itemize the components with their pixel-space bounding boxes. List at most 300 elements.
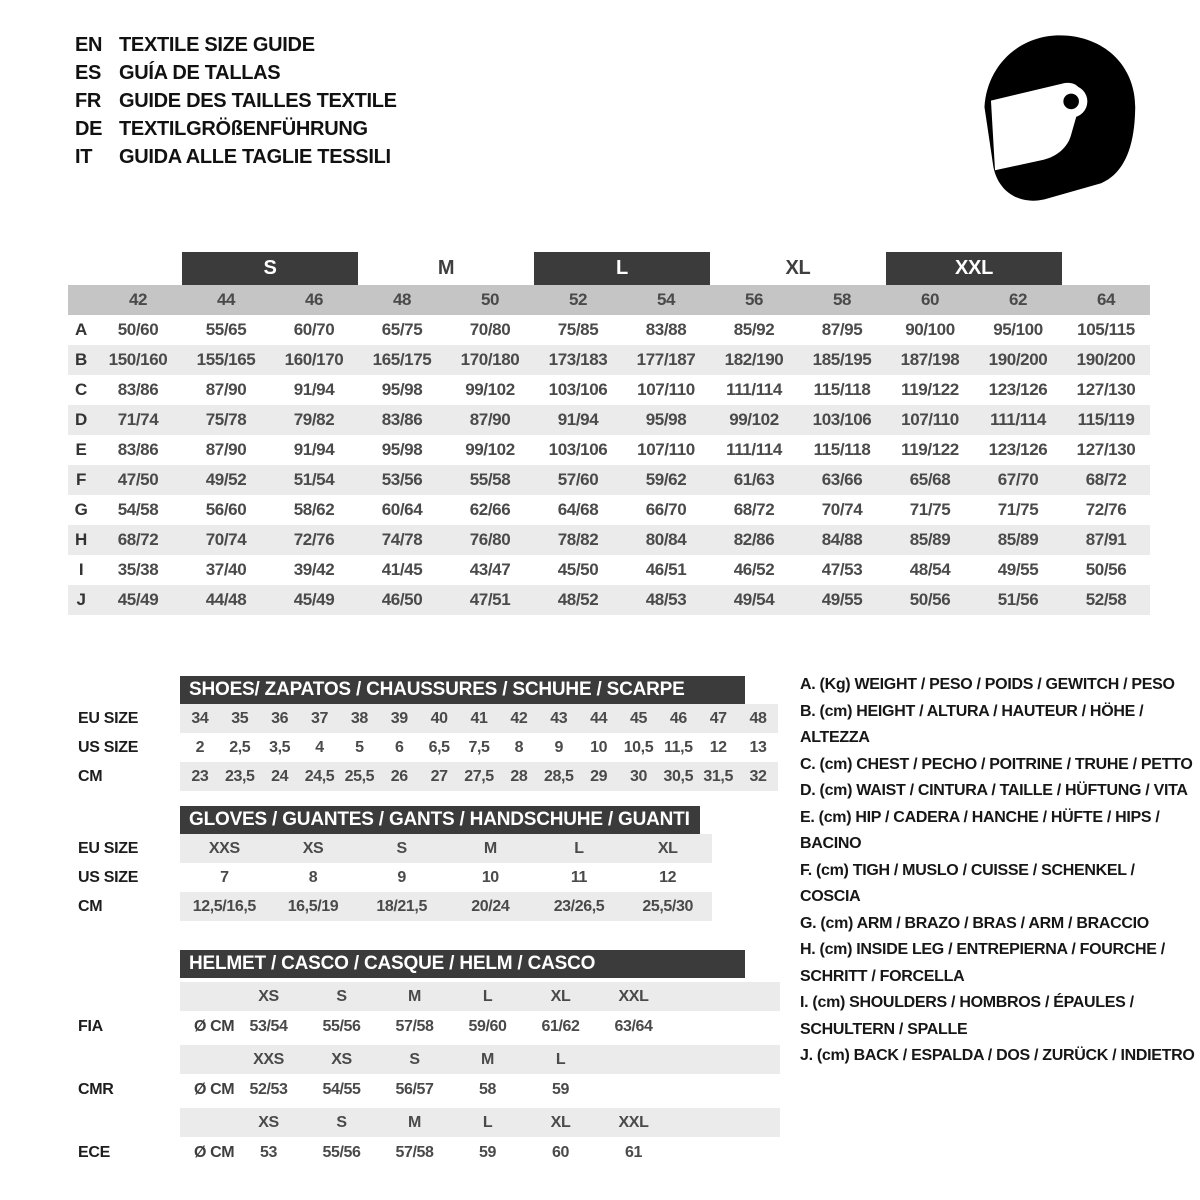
lang-code: EN [75,33,103,56]
helmet-value: 59/60 [468,1017,507,1035]
size-group-row [68,252,1150,285]
cell-H: 80/84 [645,530,687,549]
cell-F: 59/62 [645,470,687,489]
helmet-size: XL [550,1113,571,1131]
cell-I: 41/45 [381,560,423,579]
page-title: TEXTILE SIZE GUIDE [119,33,315,56]
cell-I: 45/50 [557,560,599,579]
shoes-value: 10,5 [623,738,654,756]
racing-helmet-icon [978,30,1140,205]
cell-B: 185/195 [812,350,872,369]
gloves-row-label: EU SIZE [78,839,139,857]
size-group-XL: XL [785,257,811,279]
shoes-value: 28 [510,767,528,785]
gloves-value: 9 [397,868,406,886]
helmet-value: 55/56 [322,1143,361,1161]
gloves-title-bar [180,806,700,834]
shoes-value: 6,5 [428,738,450,756]
cell-E: 103/106 [548,440,608,459]
row-label-C: C [75,380,87,399]
helmet-size: M [408,987,421,1005]
cell-J: 48/52 [557,590,599,609]
cell-B: 155/165 [196,350,256,369]
col-header-64: 64 [1096,290,1116,309]
cell-F: 67/70 [997,470,1039,489]
cell-F: 65/68 [909,470,951,489]
helmet-sizes-row-ECE [68,1108,1150,1137]
size-group-L: L [534,252,710,285]
shoes-value: 23,5 [225,767,255,785]
size-group-M: M [437,257,455,279]
cell-E: 115/118 [813,440,871,459]
helmet-size: L [482,1113,493,1131]
shoes-title: SHOES/ ZAPATOS / CHAUSSURES / SCHUHE / SCARPE [189,679,685,700]
helmet-size: XS [258,987,279,1005]
helmet-value: 57/58 [395,1017,434,1035]
cell-I: 49/55 [997,560,1039,579]
gloves-value: 8 [308,868,318,886]
cell-D: 95/98 [645,410,687,429]
gloves-value: 16,5/19 [287,897,339,915]
cell-B: 187/198 [900,350,960,369]
shoes-value: 29 [590,767,608,785]
helmet-value: 59 [552,1080,569,1098]
shoes-value: 6 [395,738,404,756]
gloves-value: 10 [481,868,499,886]
shoes-value: 35 [231,709,249,727]
helmet-size: M [481,1050,494,1068]
cell-A: 75/85 [557,320,599,339]
helmet-values-CMR [180,1074,780,1105]
table-row-H [68,525,1150,555]
cell-I: 47/53 [821,560,863,579]
shoes-value: 13 [749,738,767,756]
shoes-value: 8 [514,738,524,756]
cell-C: 123/126 [988,380,1048,399]
cell-D: 103/106 [812,410,872,429]
cell-F: 55/58 [469,470,511,489]
standard-label-FIA: FIA [78,1017,103,1035]
cell-C: 95/98 [381,380,423,399]
cell-H: 70/74 [205,530,247,549]
helmet-values-row-CMR [68,1074,1150,1105]
language-title-list [75,31,397,171]
cell-J: 45/49 [293,590,335,609]
helmet-values-ECE [180,1137,780,1168]
shoes-value: 4 [315,738,324,756]
table-row-G [68,495,1150,525]
legend-item-E: E. (cm) HIP / CADERA / HANCHE / HÜFTE / HIPS / BACINO [800,808,1160,852]
row-label-H: H [75,530,87,549]
shoes-row-label: US SIZE [78,738,139,756]
gloves-title: GLOVES / GUANTES / GANTS / HANDSCHUHE / GUANTI [189,809,690,830]
cell-H: 82/86 [733,530,775,549]
cell-D: 83/86 [381,410,423,429]
col-header-46: 46 [304,290,324,309]
gloves-values [180,892,712,921]
legend-item-B: B. (cm) HEIGHT / ALTURA / HAUTEUR / HÖHE / ALTEZZA [800,702,1144,746]
measurement-rows [68,315,1150,615]
shoes-value: 43 [550,709,568,727]
helmet-size: L [555,1050,566,1068]
cell-H: 87/91 [1085,530,1127,549]
cell-D: 87/90 [469,410,511,429]
page-title: TEXTILGRÖßENFÜHRUNG [119,117,368,140]
helmet-title: HELMET / CASCO / CASQUE / HELM / CASCO [189,953,596,974]
title-line-fr [75,87,397,115]
table-row-A [68,315,1150,345]
cell-G: 54/58 [117,500,159,519]
cell-A: 60/70 [293,320,335,339]
unit-spacer [180,1045,232,1074]
row-label-A: A [75,320,87,339]
col-header-60: 60 [920,290,940,309]
shoes-value: 32 [749,767,767,785]
unit-spacer [180,1108,232,1137]
gloves-value: S [396,839,407,857]
shoes-value: 10 [590,738,608,756]
col-header-42: 42 [128,290,148,309]
cell-G: 56/60 [205,500,247,519]
helmet-size: XXL [618,1113,649,1131]
size-column-header-row [68,285,1150,315]
cell-C: 111/114 [726,380,782,399]
cell-G: 62/66 [469,500,511,519]
shoes-value: 30 [629,767,647,785]
main-size-table [68,252,1150,615]
cell-I: 46/51 [645,560,687,579]
cell-D: 75/78 [205,410,247,429]
cell-E: 123/126 [988,440,1048,459]
shoes-value: 24,5 [304,767,335,785]
cell-A: 65/75 [381,320,423,339]
cell-C: 127/130 [1076,380,1136,399]
cell-A: 105/115 [1077,320,1135,339]
cell-C: 83/86 [117,380,159,399]
cell-G: 64/68 [557,500,599,519]
shoes-value: 36 [271,709,289,727]
cell-A: 85/92 [733,320,775,339]
shoes-value: 48 [749,709,767,727]
legend-item-A: A. (Kg) WEIGHT / PESO / POIDS / GEWITCH / PESO [800,676,1175,693]
shoes-value: 12 [709,738,727,756]
shoes-values [180,762,778,791]
col-header-56: 56 [744,290,764,309]
title-line-en [75,31,397,59]
cell-C: 119/122 [901,380,959,399]
shoes-title-bar [180,676,745,704]
cell-E: 127/130 [1076,440,1136,459]
gloves-value: 23/26,5 [553,897,605,915]
col-header-44: 44 [216,290,236,309]
shoes-value: 27,5 [464,767,494,785]
helmet-value: 52/53 [249,1080,288,1098]
cell-D: 71/74 [117,410,159,429]
cell-A: 50/60 [117,320,159,339]
shoes-row-label: EU SIZE [78,709,139,727]
diameter-unit: Ø CM [194,1080,235,1098]
cell-G: 70/74 [821,500,863,519]
row-label-D: D [75,410,87,429]
gloves-value: 7 [220,868,229,886]
legend-item-G: G. (cm) ARM / BRAZO / BRAS / ARM / BRACCIO [800,914,1149,932]
shoes-value: 7,5 [468,738,490,756]
cell-J: 46/50 [381,590,423,609]
table-row-I [68,555,1150,585]
helmet-size: XS [258,1113,279,1131]
legend-item-D: D. (cm) WAIST / CINTURA / TAILLE / HÜFTUNG / VITA [800,782,1188,799]
cell-G: 72/76 [1085,500,1127,519]
row-label-J: J [76,590,86,609]
cell-A: 70/80 [469,320,511,339]
table-row-F [68,465,1150,495]
cell-J: 44/48 [205,590,247,609]
cell-J: 49/55 [821,590,863,609]
standard-label-CMR: CMR [78,1080,114,1098]
shoes-value: 30,5 [663,767,694,785]
shoes-value: 27 [430,767,448,785]
cell-F: 68/72 [1085,470,1127,489]
helmet-sizes-FIA [180,982,780,1011]
shoes-values [180,733,778,762]
cell-E: 87/90 [205,440,247,459]
corner-cell [68,285,94,315]
lang-code: IT [75,145,93,168]
cell-E: 107/110 [637,440,695,459]
cell-A: 83/88 [645,320,687,339]
gloves-values [180,863,712,892]
cell-B: 173/183 [548,350,608,369]
cell-G: 68/72 [733,500,775,519]
shoes-value: 42 [510,709,528,727]
gloves-value: M [483,839,497,857]
shoes-value: 9 [554,738,563,756]
gloves-value: 18/21,5 [376,897,427,915]
gloves-value: 12,5/16,5 [192,897,256,915]
gloves-value: L [574,839,584,857]
table-row-C [68,375,1150,405]
helmet-title-bar [180,950,745,978]
shoes-value: 46 [669,709,687,727]
title-line-es [75,59,397,87]
cell-F: 63/66 [821,470,863,489]
cell-C: 103/106 [548,380,608,399]
gloves-row-label: CM [78,897,103,915]
measurement-legend [800,672,1196,1070]
shoes-value: 47 [709,709,727,727]
shoes-value: 44 [590,709,608,727]
gloves-value: XL [657,839,678,857]
shoes-value: 34 [191,709,209,727]
col-header-62: 62 [1008,290,1028,309]
lang-code: FR [75,89,102,112]
size-group-XXL: XXL [886,252,1062,285]
cell-G: 71/75 [997,500,1039,519]
shoes-value: 24 [271,767,289,785]
col-header-54: 54 [656,290,676,309]
cell-B: 182/190 [724,350,784,369]
shoes-value: 41 [470,709,488,727]
page-title: GUÍA DE TALLAS [119,61,281,84]
helmet-value: 58 [479,1080,496,1098]
cell-C: 87/90 [205,380,247,399]
helmet-value: 57/58 [395,1143,434,1161]
helmet-values-row-ECE [68,1137,1150,1168]
cell-B: 190/200 [1076,350,1136,369]
title-line-it [75,143,397,171]
shoes-values [180,704,778,733]
cell-J: 50/56 [909,590,951,609]
helmet-value: 60 [552,1143,569,1161]
cell-D: 115/119 [1077,410,1135,429]
cell-H: 84/88 [821,530,863,549]
helmet-value: 54/55 [322,1080,361,1098]
shoes-value: 5 [355,738,364,756]
page-title: GUIDE DES TAILLES TEXTILE [119,89,397,112]
helmet-size: S [409,1050,420,1068]
legend-item-C: C. (cm) CHEST / PECHO / POITRINE / TRUHE / PETTO [800,755,1193,773]
shoes-value: 39 [390,709,408,727]
row-label-E: E [75,440,87,459]
cell-I: 39/42 [293,560,335,579]
cell-D: 99/102 [729,410,779,429]
table-row-E [68,435,1150,465]
cell-A: 95/100 [993,320,1043,339]
cell-B: 160/170 [284,350,344,369]
col-header-48: 48 [392,290,412,309]
helmet-value: 53 [260,1143,277,1161]
cell-J: 51/56 [997,590,1039,609]
cell-F: 51/54 [293,470,335,489]
shoes-value: 3,5 [269,738,291,756]
legend-item-H: H. (cm) INSIDE LEG / ENTREPIERNA / FOURCHE / SCHRITT / FORCELLA [800,941,1165,985]
cell-B: 150/160 [108,350,168,369]
cell-J: 45/49 [117,590,159,609]
cell-H: 72/76 [293,530,335,549]
cell-D: 79/82 [293,410,335,429]
cell-B: 190/200 [988,350,1048,369]
cell-B: 165/175 [372,350,432,369]
cell-G: 58/62 [293,500,335,519]
row-label-B: B [75,350,87,369]
shoes-value: 2,5 [229,738,251,756]
helmet-size: XXL [618,987,649,1005]
col-header-58: 58 [832,290,852,309]
gloves-value: 11 [570,868,588,886]
cell-J: 49/54 [733,590,775,609]
standard-label-ECE: ECE [78,1143,110,1161]
title-line-de [75,115,397,143]
size-group-S: S [182,252,358,285]
cell-H: 68/72 [117,530,159,549]
shoes-value: 45 [629,709,647,727]
cell-E: 91/94 [293,440,335,459]
shoes-value: 25,5 [344,767,375,785]
cell-I: 37/40 [205,560,247,579]
cell-G: 66/70 [645,500,687,519]
helmet-value: 55/56 [322,1017,361,1035]
cell-F: 53/56 [381,470,423,489]
helmet-size: XXS [253,1050,284,1068]
cell-A: 90/100 [905,320,955,339]
gloves-value: 20/24 [471,897,510,915]
cell-A: 87/95 [821,320,863,339]
helmet-value: 63/64 [614,1017,653,1035]
table-row-B [68,345,1150,375]
cell-F: 57/60 [557,470,599,489]
helmet-sizes-ECE [180,1108,780,1137]
cell-I: 35/38 [117,560,159,579]
helmet-value: 61/62 [541,1017,580,1035]
lang-code: DE [75,117,103,140]
col-header-52: 52 [568,290,588,309]
cell-G: 60/64 [381,500,423,519]
cell-A: 55/65 [205,320,247,339]
cell-D: 111/114 [990,410,1046,429]
cell-C: 99/102 [465,380,515,399]
cell-E: 99/102 [465,440,515,459]
cell-D: 91/94 [557,410,599,429]
shoes-value: 28,5 [543,767,574,785]
shoes-value: 31,5 [703,767,733,785]
helmet-values-FIA [180,1011,780,1042]
helmet-size: L [482,987,493,1005]
cell-I: 46/52 [733,560,775,579]
table-row-D [68,405,1150,435]
helmet-size: M [408,1113,421,1131]
helmet-size: S [336,1113,347,1131]
shoes-value: 38 [350,709,368,727]
cell-H: 85/89 [997,530,1039,549]
cell-F: 47/50 [117,470,159,489]
cell-E: 119/122 [901,440,959,459]
table-row-J [68,585,1150,615]
lang-code: ES [75,61,102,84]
cell-E: 83/86 [117,440,159,459]
shoes-value: 37 [311,709,329,727]
cell-F: 61/63 [733,470,775,489]
shoes-value: 26 [390,767,408,785]
helmet-sizes-CMR [180,1045,780,1074]
cell-J: 52/58 [1085,590,1127,609]
page-title: GUIDA ALLE TAGLIE TESSILI [119,145,391,168]
diameter-unit: Ø CM [194,1017,235,1035]
helmet-value: 53/54 [249,1017,288,1035]
row-label-I: I [78,560,84,579]
cell-H: 85/89 [909,530,951,549]
shoes-value: 40 [430,709,448,727]
cell-H: 78/82 [557,530,599,549]
cell-H: 74/78 [381,530,423,549]
cell-E: 95/98 [381,440,423,459]
cell-E: 111/114 [726,440,782,459]
cell-H: 76/80 [469,530,511,549]
helmet-size: XS [331,1050,352,1068]
legend-item-I: I. (cm) SHOULDERS / HOMBROS / ÉPAULES / SCHULTERN / SPALLE [800,994,1134,1038]
cell-B: 170/180 [460,350,520,369]
gloves-value: 25,5/30 [642,897,693,915]
gloves-value: 12 [659,868,677,886]
gloves-values [180,834,712,863]
legend-item-F: F. (cm) TIGH / MUSLO / CUISSE / SCHENKEL / COSCIA [800,861,1135,905]
shoes-value: 11,5 [663,738,693,756]
cell-I: 48/54 [909,560,951,579]
cell-D: 107/110 [901,410,959,429]
legend-item-J: J. (cm) BACK / ESPALDA / DOS / ZURÜCK / INDIETRO [800,1047,1195,1064]
helmet-size: XL [550,987,571,1005]
cell-G: 71/75 [909,500,951,519]
cell-C: 107/110 [637,380,695,399]
